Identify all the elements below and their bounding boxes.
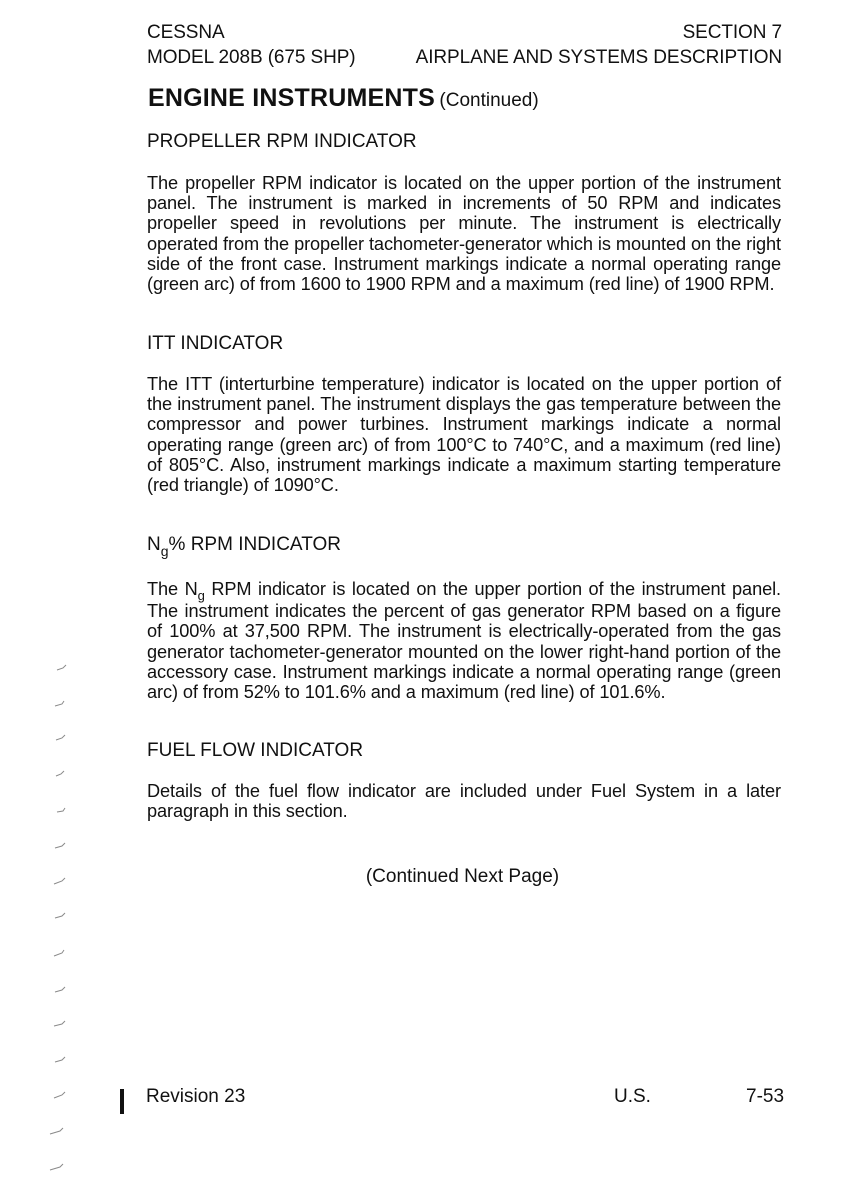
- scan-mark: [54, 878, 65, 884]
- scan-mark: [56, 771, 64, 776]
- heading-fuel-flow: FUEL FLOW INDICATOR: [147, 740, 364, 761]
- page-title: [148, 84, 539, 113]
- paragraph-itt: The ITT (interturbine temperature) indicator is located on the upper portion of the instrument panel. The instrument displays the gas temperature between the compressor and power turbines. Instrument markings indicate a normal operating range (green arc) of from 100°C to 740°C, and a maximum (red line) of 805°C. Also, instrument markings indicate a maximum starting temperature (red triangle) of 1090°C.: [147, 374, 781, 496]
- paragraph-fuel-flow: Details of the fuel flow indicator are included under Fuel System in a later paragraph in this section.: [147, 781, 781, 822]
- heading-ng-rpm: [147, 534, 341, 559]
- footer-region: U.S.: [614, 1086, 651, 1107]
- scan-mark: [57, 665, 66, 670]
- continued-note: (Continued Next Page): [365, 866, 560, 887]
- scan-mark: [56, 735, 65, 740]
- header-section-title: AIRPLANE AND SYSTEMS DESCRIPTION: [415, 47, 782, 68]
- ng-body-prefix: The N: [147, 579, 198, 599]
- footer-revision: Revision 23: [146, 1086, 246, 1107]
- header-manufacturer: CESSNA: [147, 22, 225, 43]
- header-model: MODEL 208B (675 SHP): [147, 47, 356, 68]
- scan-mark: [55, 843, 65, 848]
- scan-mark: [54, 1021, 65, 1026]
- heading-propeller-rpm: PROPELLER RPM INDICATOR: [147, 131, 417, 152]
- scan-mark: [55, 1057, 65, 1062]
- paragraph-ng-rpm: [147, 579, 781, 702]
- scan-mark: [55, 913, 65, 918]
- ng-body-rest: RPM indicator is located on the upper portion of the instrument panel. The instrument indicates the percent of gas generator RPM based on a figure of 100% at 37,500 RPM. The instrument is electrically-operated from the gas generator tachometer-generator mounted on the lower right-hand portion of the accessory case. Instrument markings indicate a normal operating range (green arc) of from 52% to 101.6% and a maximum (red line) of 101.6%.: [147, 579, 781, 703]
- heading-ng-rest: % RPM INDICATOR: [168, 534, 341, 555]
- title-main: ENGINE INSTRUMENTS: [148, 84, 435, 112]
- revision-change-bar: [120, 1089, 124, 1114]
- heading-ng-prefix: N: [147, 534, 161, 555]
- scan-mark: [55, 701, 64, 706]
- heading-itt: ITT INDICATOR: [147, 333, 284, 354]
- scan-mark: [55, 987, 65, 992]
- scan-mark: [50, 1128, 63, 1134]
- scan-mark: [54, 1092, 65, 1098]
- scan-margin-marks: [0, 0, 120, 1192]
- scan-mark: [50, 1164, 63, 1170]
- ng-body-subscript: g: [197, 588, 205, 603]
- scan-mark: [57, 808, 65, 812]
- paragraph-propeller-rpm: The propeller RPM indicator is located on the upper portion of the instrument panel. The instrument is marked in increments of 50 RPM and indicates propeller speed in revolutions per minute. The instrument is electrically operated from the propeller tachometer-generator which is mounted on the right side of the front case. Instrument markings indicate a normal operating range (green arc) of from 1600 to 1900 RPM and a maximum (red line) of 1900 RPM.: [147, 173, 781, 295]
- heading-ng-subscript: g: [160, 543, 169, 559]
- footer-page-number: 7-53: [746, 1086, 785, 1107]
- scan-mark: [54, 950, 64, 956]
- title-continued: (Continued): [439, 90, 539, 111]
- header-section: SECTION 7: [682, 22, 782, 43]
